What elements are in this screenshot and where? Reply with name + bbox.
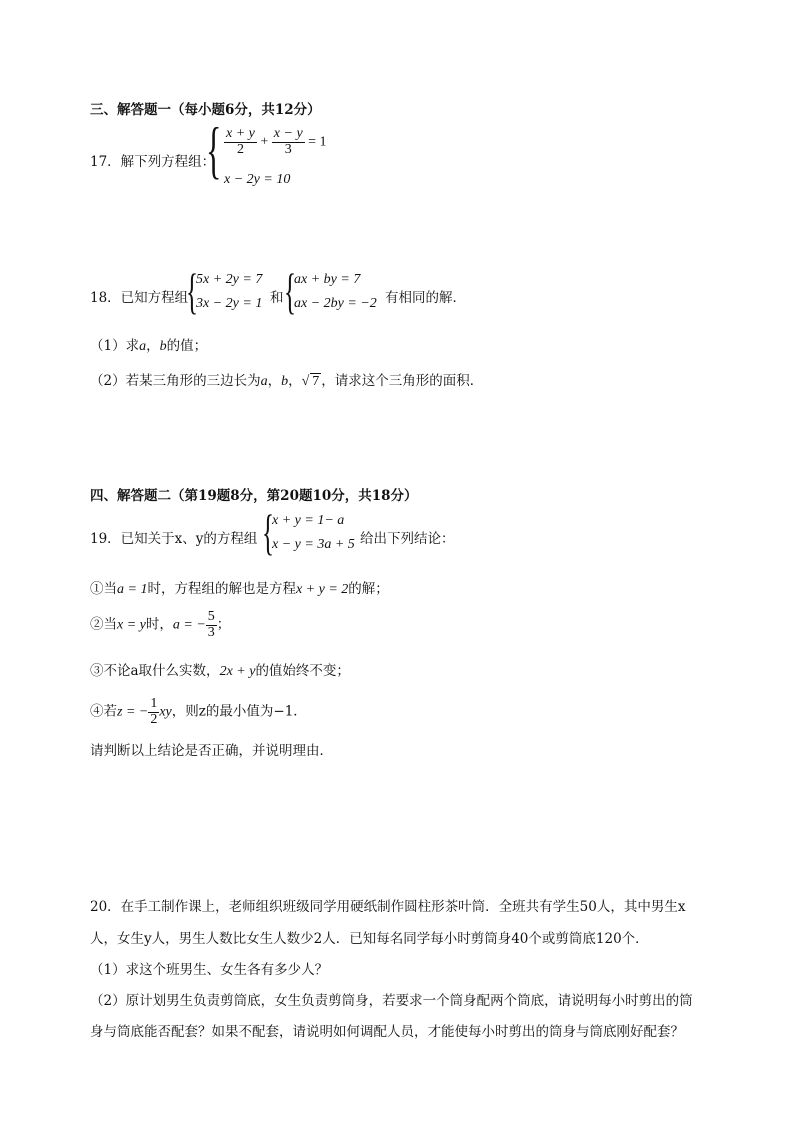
- q19-brace: {: [262, 504, 274, 560]
- q19-ask: 请判断以上结论是否正确，并说明理由．: [90, 743, 333, 759]
- q20-part2-line-1: （2）原计划男生负责剪筒底，女生负责剪筒身，若要求一个筒身配两个筒底，请说明每小时剪出的筒: [90, 993, 693, 1009]
- q19-c4-lhs: z = −: [117, 704, 149, 720]
- q18-sys2-eq2: ax − 2by = −2: [294, 296, 377, 311]
- q20-part1: （1）求这个班男生、女生各有多少人？: [90, 962, 329, 978]
- q18-sqrt-radicand: 7: [312, 374, 320, 389]
- q18-part2-var-b: b: [281, 374, 289, 389]
- q18-prefix: 18．已知方程组: [90, 290, 189, 306]
- q19-c2-lhs: a = −: [172, 617, 206, 633]
- q17-frac2-den: 3: [284, 141, 292, 157]
- q19-c2-math: x = y: [117, 617, 146, 633]
- q19-eq1: x + y = 1− a: [272, 513, 345, 528]
- q18-sys1-eq1: 5x + 2y = 7: [196, 272, 263, 287]
- q19-c3-text-b: 的值始终不变；: [255, 663, 350, 679]
- q18-brace-2: {: [284, 263, 296, 319]
- q19-c4-text-a: 若: [103, 703, 117, 720]
- q19-c4-xy: xy: [159, 704, 172, 720]
- section-4-title: 四、解答题二（第19题8分，第20题10分，共18分）: [90, 488, 418, 504]
- q20-part2-line-2: 身与筒底能否配套？如果不配套，请说明如何调配人员，才能使每小时剪出的筒身与筒底刚好配套？: [90, 1024, 684, 1040]
- q19-c4-den: 2: [150, 711, 158, 727]
- sqrt-sign: √: [301, 374, 310, 389]
- q18-var-a: a: [139, 339, 147, 354]
- q19-conclusion-3: [90, 659, 350, 680]
- q18-suffix: 有相同的解．: [385, 290, 466, 306]
- q18-brace-1: {: [186, 263, 198, 319]
- q18-part1-text-b: 的值；: [166, 338, 208, 354]
- q17-frac1-den: 2: [236, 141, 244, 157]
- q17-frac2-num: x − y: [273, 126, 303, 141]
- q19-c4-text-b: ，则z的最小值为−1．: [171, 703, 307, 720]
- q18-part2-text-a: （2）若某三角形的三边长为: [90, 373, 261, 389]
- q18-and: 和: [270, 290, 284, 306]
- q18-var-b: b: [159, 339, 167, 354]
- q17-frac1: [224, 127, 257, 157]
- q17-brace: {: [206, 114, 222, 185]
- q19-c1-math2: x + y = 2: [295, 582, 349, 597]
- circled-4: ④: [90, 703, 104, 720]
- q17-eq1: [224, 127, 327, 157]
- q18-part2-sep2: ，: [288, 373, 302, 389]
- circled-1: ①: [90, 581, 104, 597]
- circled-2: ②: [90, 616, 104, 633]
- q19-conclusion-1: [90, 577, 389, 598]
- q19-c2-text-b: 时，: [145, 616, 173, 633]
- q17-frac2: [272, 127, 305, 157]
- q19-c4-frac: [148, 697, 159, 727]
- circled-3: ③: [90, 663, 104, 679]
- q18-sys2-eq1: ax + by = 7: [294, 272, 361, 287]
- q18-part2-text-b: ，请求这个三角形的面积．: [321, 373, 484, 389]
- q18-part2: [90, 369, 483, 390]
- q19-c2-num: 5: [207, 609, 215, 624]
- q19-c2-frac: [206, 610, 217, 640]
- q18-part2-sep1: ，: [267, 373, 282, 389]
- q19-conclusion-2: [90, 610, 230, 640]
- q17-plus: +: [260, 134, 269, 150]
- q18-part1-sep: ，: [146, 338, 160, 354]
- q19-c3-text-a: 不论a取什么实数，: [103, 663, 220, 679]
- q20-line-2: 人，女生y人，男生人数比女生人数少2人．已知每名同学每小时剪筒身40个或剪筒底120个．: [90, 931, 649, 947]
- q19-c4-num: 1: [150, 696, 158, 711]
- q17-eq1-rhs: = 1: [308, 134, 327, 150]
- q18-part1-text-a: （1）求: [90, 338, 140, 354]
- q19-c2-den: 3: [207, 624, 215, 640]
- q18-part1: [90, 334, 207, 355]
- q19-c1-text-b: 时，方程组的解也是方程: [147, 581, 296, 597]
- q20-line-1: 20．在手工制作课上，老师组织班级同学用硬纸制作圆柱形茶叶筒．全班共有学生50人，其中男生x: [90, 899, 686, 915]
- q19-c1-text-a: 当: [103, 581, 117, 597]
- q18-part2-var-a: a: [260, 374, 268, 389]
- section-3-title: 三、解答题一（每小题6分，共12分）: [90, 102, 321, 118]
- q19-c1-text-c: 的解；: [348, 581, 389, 597]
- q17-eq2: x − 2y = 10: [224, 172, 291, 187]
- q18-sys1-eq2: 3x − 2y = 1: [196, 296, 263, 311]
- q17-prefix: 17．解下列方程组：: [90, 154, 216, 170]
- q19-eq2: x − y = 3a + 5: [272, 537, 355, 552]
- q19-c1-math: a = 1: [117, 582, 148, 597]
- q19-suffix: 给出下列结论：: [360, 531, 455, 547]
- q19-prefix: 19．已知关于x、y的方程组: [90, 531, 258, 547]
- q19-c3-math: 2x + y: [219, 664, 256, 679]
- q19-c2-text-a: 当: [103, 616, 117, 633]
- q17-frac1-num: x + y: [226, 126, 255, 141]
- q19-c2-text-c: ；: [216, 616, 231, 633]
- q19-conclusion-4: [90, 697, 307, 727]
